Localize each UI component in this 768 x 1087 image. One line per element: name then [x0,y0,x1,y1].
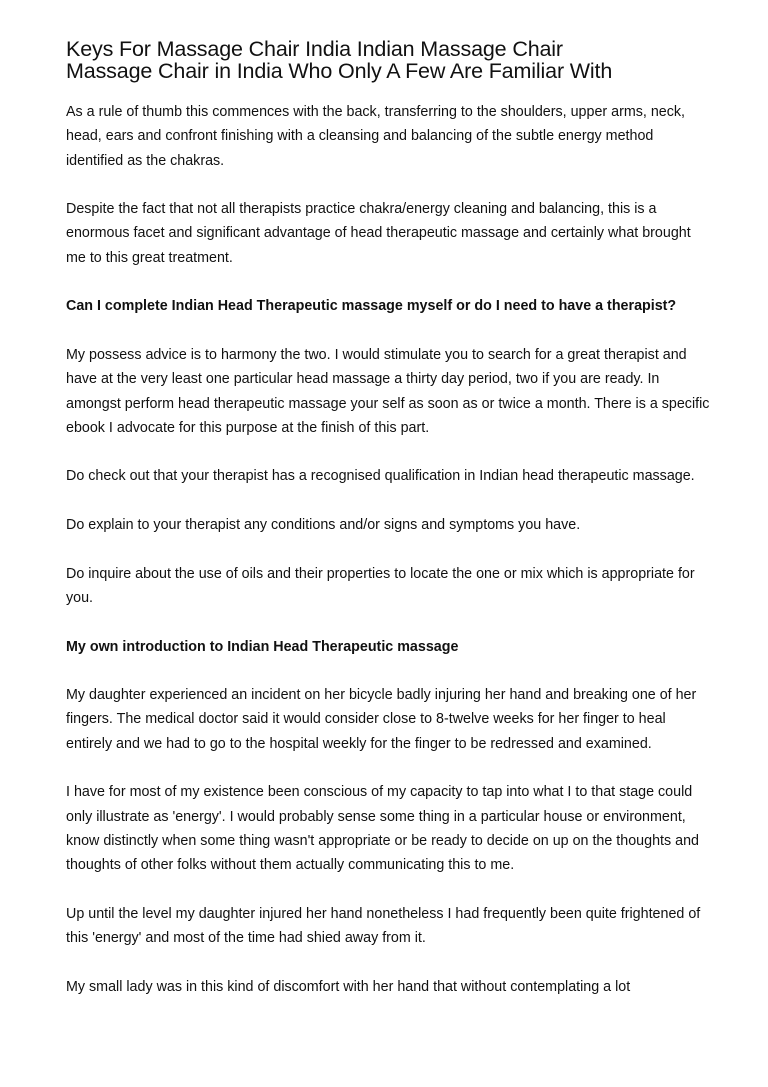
paragraph-chakras: As a rule of thumb this commences with the back, transferring to the shoulders, upper arms, neck, head, ears and confront finishing with a cleansing and balancing of the subtle energy method identified as the chakras. [66,104,686,169]
document-body [66,100,712,999]
title-line-2: Massage Chair in India Who Only A Few Are Familiar With [66,59,613,83]
paragraph-frightened: Up until the level my daughter injured her hand nonetheless I had frequently been quite frightened of this 'energy' and most of the time had shied away from it. [66,905,701,947]
paragraph-advice: My possess advice is to harmony the two. I would stimulate you to search for a great therapist and have at the very least one particular head massage a thirty day period, two if you are ready. In amongst perform head therapeutic massage your self as soon as or twice a month. There is a specific ebook I advocate for this purpose at the finish of this part. [66,346,710,436]
section-heading-introduction: My own introduction to Indian Head Therapeutic massage [66,638,459,655]
title-line-1: Keys For Massage Chair India Indian Massage Chair [66,37,563,61]
paragraph-conditions: Do explain to your therapist any conditions and/or signs and symptoms you have. [66,517,581,534]
paragraph-daughter-injury: My daughter experienced an incident on her bicycle badly injuring her hand and breaking one of her fingers. The medical doctor said it would consider close to 8-twelve weeks for her finger to heal entirely and we had to go to the hospital weekly for the finger to be redressed and examined. [66,687,697,752]
document-title [66,38,712,82]
document-page [66,38,712,1023]
paragraph-discomfort: My small lady was in this kind of discomfort with her hand that without contemplating a lot [66,978,631,995]
section-heading-self-massage: Can I complete Indian Head Therapeutic massage myself or do I need to have a therapist? [66,298,677,315]
paragraph-oils: Do inquire about the use of oils and their properties to locate the one or mix which is appropriate for you. [66,565,695,606]
paragraph-qualification: Do check out that your therapist has a recognised qualification in Indian head therapeutic massage. [66,468,695,485]
paragraph-energy-cleaning: Despite the fact that not all therapists practice chakra/energy cleaning and balancing, this is a enormous facet and significant advantage of head therapeutic massage and certainly what brought me to this great treatment. [66,201,691,266]
paragraph-energy-awareness: I have for most of my existence been conscious of my capacity to tap into what I to that stage could only illustrate as 'energy'. I would probably sense some thing in a particular house or environment, know distinctly when some thing wasn't appropriate or be ready to decide on up on the thoughts and thoughts of other folks without them actually communicating this to me. [66,784,699,874]
